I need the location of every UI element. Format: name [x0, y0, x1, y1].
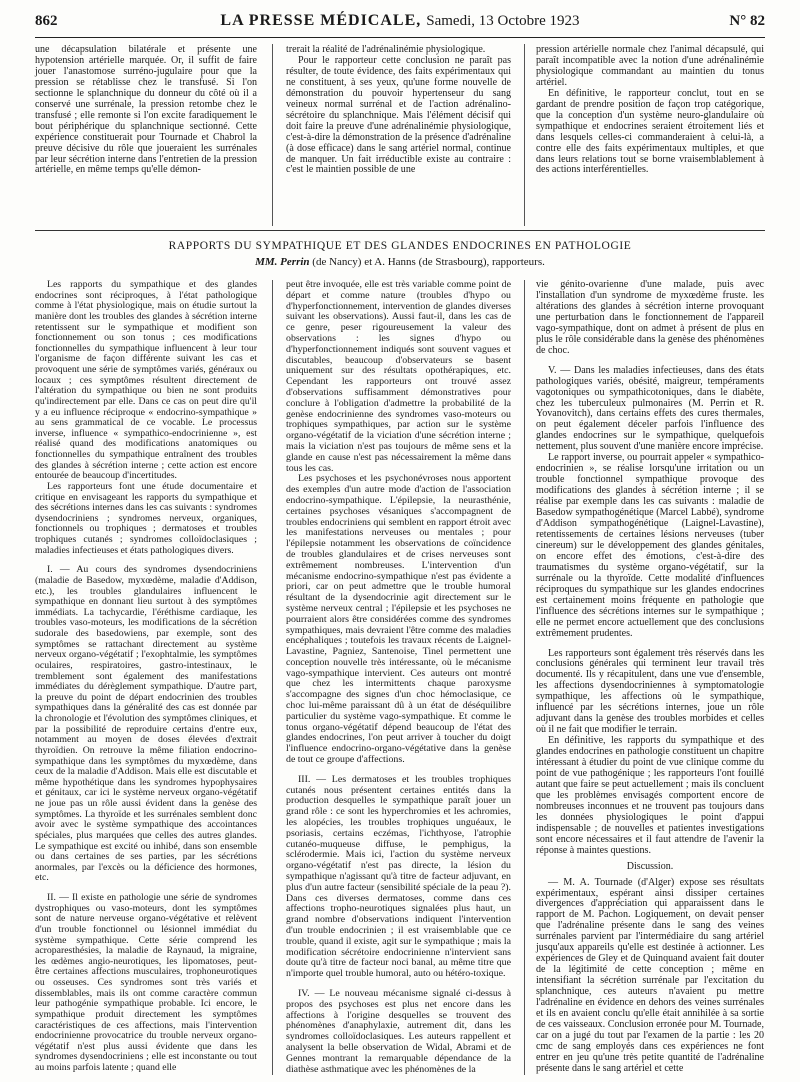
paragraph: une décapsulation bilatérale et présente une hypotension artérielle marquée. Or, il suffit de faire jouer l'anastomose surréno-jugulaire pour que la pression se rétablisse chez le transfusé. Si l'on sectionne le splanchnique du donneur du côté où il a conservé une surrénale, la pression retombe chez le transfusé ; elle remonte si l'on excite faradiquement le bout périphérique du splanchnique sectionné. Cette expérience constituerait pour Tournade et Chabrol la preuve décisive du rôle que joueraient les surrénales par leur sécrétion interne dans l'entretien de la pression artérielle, en même temps qu'elle démon- — [35, 44, 257, 176]
paragraph: I. — Au cours des syndromes dysendocriniens (maladie de Basedow, myxœdème, maladie d'Addison, etc.), les troubles glandulaires influencent le sympathique en donnant lieu surtout à des symptômes immédiats. La tachycardie, l'éréthisme cardiaque, les troubles vaso-moteurs, les modifications de la sécrétion sudorale des basedowiens, par exemple, sont des symptômes se rattachant directement au système nerveux organo-végétatif ; l'exophtalmie, les symptômes oculaires, respiratoires, gastro-intestinaux, le tremblement sont également des manifestations immédiates du dérèglement sympathique. D'autre part, la preuve du point de départ endocrinien des troubles sympathiques dans la généralité des cas est donnée par la chronologie et l'évolution des symptômes cliniques, et par la possibilité de reproduire certains d'entre eux, notamment au moyen de doses élevées d'extrait thyroïdien. On retrouve la même filiation endocrino-sympathique dans les symptômes du myxœdème, dans ceux de la maladie d'Addison. Mais elle est discutable et même hypothétique dans les syndromes hypophysaires et génitaux, car ici le système nerveux organo-végétatif ne joue pas un rôle aussi évident dans la genèse des symptômes. La thyroïde et les surrénales semblent donc avoir avec le système sympathique des accointances spéciales, plus marquées que celles des autres glandes. Le sympathique est excité ou inhibé, dans son ensemble ou dans certaines de ses parties, par les sécrétions anormales, par l'excès ou la déficience des hormones, etc. — [35, 564, 257, 884]
journal-title: LA PRESSE MÉDICALE, — [220, 12, 422, 29]
paragraph: IV. — Le nouveau mécanisme signalé ci-dessus à propos des psychoses est plus net encore dans les affections à l'origine desquelles se trouvent des phénomènes d'anaphylaxie, autrement dit, dans les syndromes colloïdoclasiques. Les auteurs rappellent et analysent la belle observation de Widal, Abrami et de Gennes montrant la remarquable dépendance de la diathèse asthmatique avec les phénomènes de la — [286, 988, 511, 1075]
discussion-heading: Discussion. — [626, 860, 674, 872]
paragraph: Pour le rapporteur cette conclusion ne paraît pas résulter, de toute évidence, des faits expérimentaux qui ne constituent, à ses yeux, qu'une forme nouvelle de démonstration du pouvoir hypertenseur du sang veineux normal surrénal et de l'action adrénalino-sécrétoire du splanchnique. Mais l'élément décisif qui doit faire la preuve d'une adrénalinémie physiologique, c'est-à-dire la démonstration de la présence d'adrénaline (à dose efficace) dans le sang artériel normal, continue de manquer. Un fait irréductible existe au contraire : c'est le maintien possible de une — [286, 54, 511, 176]
paragraph: II. — Il existe en pathologie une série de syndromes dystrophiques ou vaso-moteurs, dont les symptômes sont de nature nerveuse organo-végétative et relèvent d'un trouble fonctionnel ou lésionnel immédiat du système sympathique. Cette série comprend les acroparesthésies, la maladie de Raynaud, la migraine, les œdèmes angio-neurotiques, les lipomatoses, peut-être certaines affections musculaires, trophoneurotiques ou osseuses. Ces syndromes sont très variés et dissemblables, mais ils ont comme caractère commun leur pathogénie sympathique probable. Ici encore, le sympathique produit directement les symptômes caractéristiques de ces affections, mais l'intervention endocrinienne provocatrice du trouble nerveux organo-végétatif n'est plus aussi évidente que dans les syndromes dysendocriniens ; elle est inconstante ou tout au moins parfois latente ; quand elle — [35, 892, 257, 1073]
section-rule — [35, 230, 765, 231]
paragraph: Les rapporteurs sont également très réservés dans les conclusions générales qui terminent leur travail très documenté. Ils y récapitulent, dans une vue d'ensemble, les affections dysendocriniennes à symptomatologie sympathique, les affections où le sympathique, influencé par les sécrétions internes, joue un rôle adjuvant dans la genèse des troubles morbides et celles où il ne fait que modifier le terrain. — [536, 647, 764, 736]
header-rule — [35, 37, 765, 38]
paragraph: V. — Dans les maladies infectieuses, dans des états pathologiques variés, obésité, maigreur, tempéraments vagotoniques ou sympathicotoniques, dans le diabète, chez les tuberculeux pulmonaires (M. Perrin et R. Yovanovitch), dans certains effets des cures thermales, on peut également déceler parfois l'influence des glandes endocrines sur le sympathique, quelquefois nettement, plus souvent d'une manière encore imprécise. — [536, 364, 764, 453]
top-column-3 — [536, 45, 764, 176]
paragraph: trerait la réalité de l'adrénalinémie physiologique. — [286, 44, 486, 55]
body-column-1 — [35, 280, 257, 1074]
page-number: 862 — [35, 13, 58, 29]
paragraph: Les rapporteurs font une étude documentaire et critique en envisageant les rapports du sympathique et des sécrétions internes dans les cas suivants : syndromes dysendocriniens ; syndromes nerveux, organiques, fonctionnels ou trophiques ; dermatoses et troubles trophiques cutanés ; syndromes colloïdoclasiques ; maladies infectieuses et états pathologiques divers. — [35, 480, 257, 556]
paragraph: En définitive, les rapports du sympathique et des glandes endocrines en pathologie constituent un chapitre intéressant à étudier du point de vue clinique comme du point de vue pathogénique ; les rapporteurs l'ont fouillé autant que faire se peut actuellement ; mais ils concluent que les problèmes envisagés comportent encore de nombreuses inconnues et ne trouvent pas toujours dans les données physiologiques le point d'appui indispensable ; de nouvelles et patientes investigations sont encore nécessaires et il faut attendre de l'avenir la réponse à maintes questions. — [536, 735, 764, 856]
top-column-2 — [286, 45, 511, 176]
column-divider — [524, 44, 525, 226]
paragraph: — M. A. Tournade (d'Alger) expose ses résultats expérimentaux, espérant ainsi dissiper certaines divergences d'appréciation qui apparaissent dans le rapport de M. Pachon. Logiquement, on devait penser que l'adrénaline présente dans le sang des veines surrénales parvient par l'intermédiaire du sang artériel jusqu'aux appareils qu'elle est destinée à actionner. Les expériences de Gley et de Quinquand avaient fait douter de la légitimité de cette conception ; même en intensifiant la sécrétion surrénale par l'excitation du splanchnique, ces auteurs n'avaient pu mettre l'adrénaline en évidence en dehors des veines surrénales et ils en avaient conclu qu'elle était annihilée à sa sortie de ces vaisseaux. Conclusion erronée pour M. Tournade, car on a jugé du tout par l'examen de la partie : les 20 cmc de sang employés dans ces expériences ne font entrer en jeu qu'une très petite quantité de l'adrénaline présente dans le sang artériel et cette — [536, 876, 764, 1074]
paragraph: vie génito-ovarienne d'une malade, puis avec l'installation d'un syndrome de myxœdème fruste. les altérations des glandes à sécrétion interne provoquant une perturbation dans le fonctionnement de l'appareil vago-sympathique, dont on admet à présent de plus en plus le rôle considérable dans la genèse des phénomènes de choc. — [536, 279, 764, 356]
authors-detail: (de Nancy) et A. Hanns (de Strasbourg), rapporteurs. — [312, 256, 545, 268]
column-divider — [272, 44, 273, 226]
paragraph: Les rapports du sympathique et des glandes endocrines sont réciproques, à l'état pathologique comme à l'état physiologique, mais on étudie surtout la manière dont les troubles des glandes à sécrétion interne retentissent sur le sympathique et modifient son fonctionnement ou son tonus ; ces modifications fonctionnelles du sympathique influencent à leur tour l'organisme de façon différente suivant les cas et provoquent une série de symptômes variés, généraux ou locaux ; ces symptômes résultent directement de l'altération du sympathique ou bien ne sont produits qu'indirectement par elle. Dans ce cas on peut dire qu'il y a eu influence réciproque « endocrino-sympathique » au sens grammatical de ce vocable. Le processus inverse, influence « sympathico-endocrinienne », est réalisé quand des modifications anatomiques ou fonctionnelles du sympathique entraînent des troubles des glandes à sécrétion interne ; cette action est encore entourée de beaucoup d'incertitudes. — [35, 279, 257, 482]
paragraph: Les psychoses et les psychonévroses nous apportent des exemples d'un autre mode d'action de l'association endocrino-sympathique. L'épilepsie, la neurasthénie, certaines psychoses vésaniques s'accompagnent de troubles endocriniens qui semblent en rapport étroit avec les manifestations nerveuses ou mentales ; pour l'épilepsie notamment les observations de coïncidence de troubles glandulaires et de crises nerveuses sont extrêmement nombreuses. L'intervention d'un mécanisme endocrino-sympathique n'est pas évidente a priori, car on peut admettre que le trouble humoral résultant de la dysendocrinie agit directement sur le système nerveux central ; l'épilepsie et les psychoses ne pourraient alors être considérées comme des syndromes sympathiques, mais devraient l'être comme des maladies encéphaliques ; toutefois les travaux récents de Laignel-Lavastine, Pagniez, Santenoise, Tinel permettent une conception nouvelle très intéressante, où le mécanisme vago-sympathique intervient. Ces auteurs ont montré que chez les intermittents chaque paroxysme s'accompagne des signes d'un choc hémoclasique, ce choc lui-même paraissant dû à un état de déséquilibre particulier du système vago-sympathique. Et comme le tonus organo-végétatif dépend beaucoup de l'état des glandes endocrines, l'on peut arriver à toucher du doigt l'influence endocrino-organo-végétative dans la genèse de tout ce groupe d'affections. — [286, 473, 511, 766]
column-divider — [524, 280, 525, 1075]
page-header — [35, 13, 765, 37]
paragraph: peut être invoquée, elle est très variable comme point de départ et comme nature (troubles d'hypo ou d'hyperfonctionnement, intervention de glandes diverses suivant les observations). Aussi faut-il, dans les cas de ce genre, peser rigoureusement la valeur des observations : les signes d'hypo ou d'hyperfonctionnement indiqués sont souvent vagues et discutables, beaucoup d'observateurs se basent uniquement sur des résultats opothérapiques, etc. Cependant les rapporteurs ont trouvé assez d'observations suffisamment démonstratives pour conclure à l'obligation d'admettre la probabilité de la genèse endocrinienne des syndromes vaso-moteurs ou trophiques sympathiques, par action sur le système organo-végétatif de la viciation d'une sécrétion interne ; mais la viciation n'est pas toujours de même sens et la glande en cause n'est pas nécessairement la même dans tous les cas. — [286, 279, 511, 474]
body-column-2 — [286, 280, 511, 1075]
section-authors — [35, 256, 765, 268]
paragraph: III. — Les dermatoses et les troubles trophiques cutanés nous présentent certaines entités dans la production desquelles le sympathique paraît jouer un grand rôle : ce sont les hyperchromies et les achromies, les alopécies, les troubles trophiques unguéaux, le psoriasis, certains eczémas, l'ichthyose, l'atrophie cutanéo-muqueuse diffuse, le pemphigus, la sclérodermie. Mais ici, l'action du système nerveux organo-végétatif n'est pas directe, la lésion du sympathique n'agissant qu'à titre de facteur adjuvant, en plus d'un autre facteur (sensibilité spéciale de la peau ?). Dans ces diverses dermatoses, comme dans ces affections tropho-neurotiques signalées plus haut, un grand nombre d'observations indiquent l'intervention d'un trouble endocrinien ; il est vraisemblable que ce trouble, quand il existe, agit sur le sympathique ; mais la modification sécrétoire endocrinienne n'intervient sans doute qu'à titre de facteur noci banal, au même titre que n'importe quel trouble humoral, auto ou hétéro-toxique. — [286, 773, 511, 980]
top-column-1 — [35, 45, 257, 176]
issue-date: Samedi, 13 Octobre 1923 — [426, 13, 580, 29]
paragraph: pression artérielle normale chez l'animal décapsulé, qui paraît incompatible avec la notion d'une adrénalinémie physiologique commandant au maintien du tonus artériel. — [536, 44, 764, 88]
body-column-3 — [536, 280, 764, 1075]
journal-masthead — [35, 12, 765, 30]
paragraph: En définitive, le rapporteur conclut, tout en se gardant de prendre position de façon trop catégorique, que la conception d'un système neuro-glandulaire où sympathique et endocrines seraient étroitement liés et dans lesquels celles-ci commanderaient à celui-là, a contre elle des faits expérimentaux multiples, et que dans leurs relations tout se borne vraisemblablement à des actions interférentielles. — [536, 87, 764, 176]
section-title: RAPPORTS DU SYMPATHIQUE ET DES GLANDES ENDOCRINES EN PATHOLOGIE — [168, 240, 632, 252]
issue-number: N° 82 — [729, 13, 765, 29]
column-divider — [272, 280, 273, 1075]
authors-names: MM. Perrin — [255, 256, 310, 268]
paragraph: Le rapport inverse, ou pourrait appeler « sympathico-endocrinien », se réalise lorsqu'une irritation ou un trouble fonctionnel sympathique provoque des modifications des glandes à sécrétion interne ; il se réalise par exemple dans les cas suivants : maladie de Basedow sympathogénétique (Marcel Labbé), syndrome d'Addison sympathogénétique (Laignel-Lavastine), retentissements de certaines lésions nerveuses (tuber cinereum) sur le développement des glandes génitales, on encore effet des émotions, c'est-à-dire des traumatismes du système organo-végétatif, sur la surrénale ou la thyroïde. Cette modalité d'influences réciproques du sympathique sur les glandes endocrines est certainement moins fréquente en pathologie que l'influence des sécrétions internes sur le sympathique ; elle ne permet encore actuellement que des conclusions extrêmement prudentes. — [536, 452, 764, 639]
